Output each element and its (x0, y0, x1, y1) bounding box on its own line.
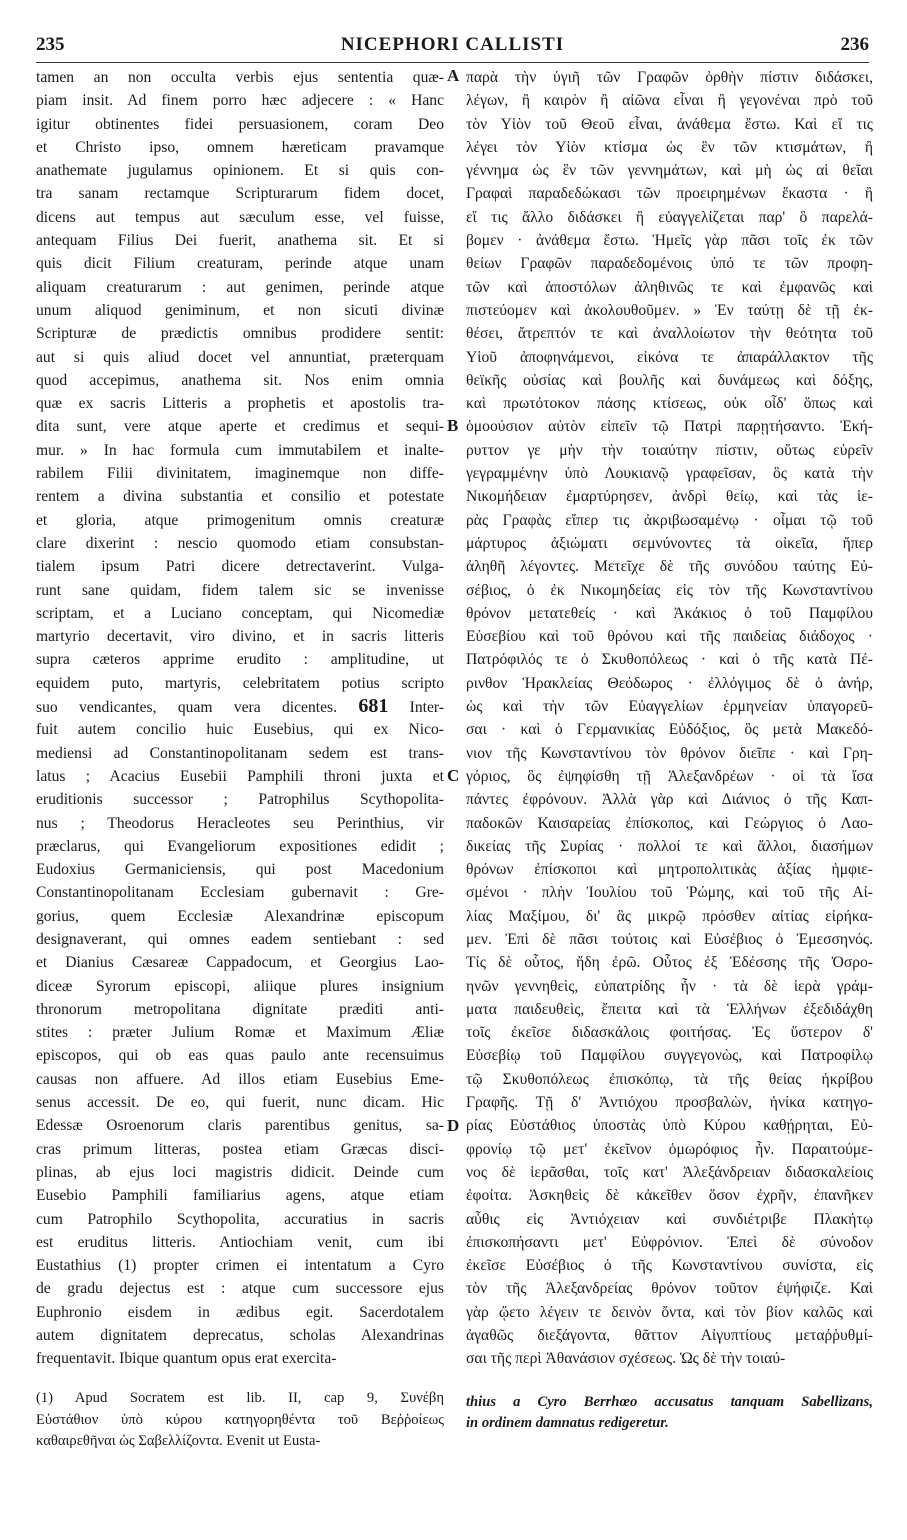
latin-text-line: Edessæ Osroenorum claris parentibus genitus, sa- (36, 1117, 444, 1135)
latin-text-line: gorius, quem Ecclesiæ Alexandrinæ episcopum (36, 907, 444, 925)
greek-text-line: Γραφῆς. Τῇ δ' Ἀντιόχου προσβαλὼν, ἡνίκα κατηγο- (466, 1094, 873, 1112)
greek-text-line: εἴ τις ἄλλο διδάσκει ἢ εὐαγγελίζεται παρ' ὃ παρελά- (466, 208, 873, 226)
greek-text-line: νιον τῆς Κωνσταντίνου τὸν θρόνον διεῖπε · καὶ Γρη- (466, 744, 873, 762)
greek-text-line: θρόνον μετατεθείς · καὶ Ἀκάκιος ὁ τοῦ Παμφίλου (466, 604, 873, 622)
greek-text-line: σαι · καὶ ὁ Γερμανικίας Εὐδόξιος, ὃς μετὰ Μακεδό- (466, 721, 873, 739)
footnote-line: (1) Apud Socratem est lib. II, cap 9, Συνέβη (36, 1390, 444, 1406)
footnote-line: Εὐστάθιον ὑπὸ κύρου κατηγορηθέντα τοῦ Βεῤῥοίεως (36, 1411, 444, 1428)
latin-text-line: Euphronio eisdem in ædibus egit. Sacerdotalem (36, 1303, 444, 1321)
latin-text-line: tialem ipsum Patri dicere detrectaverint. Vulga- (36, 558, 444, 576)
latin-text-line: causas non affuere. Ad illos etiam Eusebius Eme- (36, 1070, 444, 1088)
margin-marker-a: A (447, 66, 460, 85)
latin-text-line: piam insit. Ad finem porro hæc adjecere : « Hanc (36, 92, 444, 110)
greek-text-line: τὸν Υἱὸν τοῦ Θεοῦ εἶναι, ἀνάθεμα ἔστω. Καὶ εἴ τις (466, 115, 873, 133)
greek-text-line: ἐκεῖσε Εὐσέβιος ὁ τῆς Κωνσταντίνου συνίστα, εἰς (466, 1257, 873, 1275)
latin-text-line: igitur obtinentes fidei persuasionem, coram Deo (36, 115, 444, 133)
latin-text-line: quis dicit Filium creaturam, perinde atque unam (36, 255, 444, 273)
latin-text-line: nus ; Theodorus Heracleotes seu Perinthius, vir (36, 814, 444, 832)
greek-text-line: δικείας τῆς Συρίας · πολλοί τε καὶ ἄλλοι, διασήμων (466, 837, 873, 855)
greek-text-line: γέννημα ὡς ἓν τῶν γεννημάτων, καὶ μὴ ὡς αἱ θεῖαι (466, 162, 873, 180)
latin-text-line: cum Patrophilo Scythopolita, accuratius in sacris (36, 1210, 444, 1228)
latin-text-line: mur. » In hac formula cum immutabilem et inalte- (36, 441, 444, 459)
footnote-line: καθαιρεθῆναι ὡς Σαβελλίζοντα. Evenit ut Eusta- (36, 1433, 321, 1449)
greek-text-line: ρὰς Γραφὰς εἴπερ τις ἀκριβωσαμένῳ · οἶμαι τῷ τοῦ (466, 511, 873, 529)
greek-text-line: τῶν καὶ ἀποστόλων ἀληθινῶς τε καὶ ἐμφανῶς καὶ (466, 278, 873, 296)
greek-text-line: φρονίῳ τῷ μετ' ἐκεῖνον ὁμωρόφιος ἦν. Παραιτούμε- (466, 1140, 873, 1158)
greek-column (466, 66, 873, 1371)
latin-text-line: aliquam creaturarum : aut genimen, perinde atque (36, 278, 444, 296)
margin-marker-d: D (447, 1116, 460, 1135)
greek-text-line: παδοκῶν Καισαρείας ἐπίσκοπος, καὶ Γεώργιος ὁ Λαο- (466, 814, 873, 832)
latin-text-line: tra sanam rectamque Scripturarum fidem docet, (36, 185, 444, 203)
greek-text-line: θεϊκῆς οὐσίας καὶ βουλῆς καὶ δυνάμεως καὶ δόξης, (466, 371, 873, 389)
page-number-left: 235 (36, 34, 65, 55)
greek-text-line: ὡς καὶ τὴν τῶν Εὐαγγελίων ἑρμηνείαν ὑπαγορεῦ- (466, 698, 873, 716)
greek-text-line: θέσει, ἄτρεπτόν τε καὶ ἀναλλοίωτον τὴν θεότητα τοῦ (466, 325, 873, 343)
greek-text-line: ἐφοίτα. Ἀσκηθεὶς δὲ κἀκεῖθεν ὅσον ἐχρῆν, ἐπανῆκεν (466, 1187, 873, 1205)
greek-text-line: τῷ Σκυθοπόλεως ἐπισκόπῳ, τὰ τῆς θείας ἠκρίβου (466, 1070, 873, 1088)
latin-text-line: rabilem Filii divinitatem, imaginemque non diffe- (36, 465, 444, 483)
margin-marker-b: B (447, 416, 459, 435)
latin-text-line: Scripturæ de prædictis omnibus prodidere sentit: (36, 325, 444, 343)
greek-text-line: λίας Μαξίμου, δι' ἃς μικρῷ πρόσθεν αἰτίας εἰρήκα- (466, 907, 873, 925)
latin-text-line: stites : præter Julium Romæ et Maximum Æliæ (36, 1024, 444, 1042)
footnote-line: in ordinem damnatus redigeretur. (466, 1415, 669, 1431)
greek-text-line: πιστεύομεν καὶ ἀκολουθοῦμεν. » Ἐν ταύτῃ δὲ τῇ ἐκ- (466, 301, 873, 319)
greek-text-line: ρίας Εὐστάθιος ὑποστὰς ὑπὸ Κύρου καθῄρηται, Εὐ- (466, 1117, 873, 1135)
greek-text-line: γόριος, ὃς ἐψηφίσθη τῇ Ἀλεξανδρέων · οἱ τὰ ἴσα (466, 767, 873, 785)
greek-text-line: ἀγαθῶς διεξάγοντα, θᾶττον Αἰγυπτίους μεταῤῥυθμί- (466, 1327, 873, 1345)
latin-text-line: suo vendicantes, quam vera dicentes. 681 Inter- (36, 695, 444, 718)
latin-text-line: supra cæteros apprime erudito : amplitudine, ut (36, 651, 444, 669)
greek-text-line: ρινθον Ἡρακλείας Θεόδωρος · ἐλλόγιμος δὲ ὁ ἀνήρ, (466, 674, 873, 692)
greek-text-line: Νικομήδειαν ἐμαρτύρησεν, ἀνδρὶ θείῳ, καὶ τὰς ἱε- (466, 488, 873, 506)
greek-text-line: ἐπισκοπήσαντι μετ' Εὐφρόνιον. Ἐπεὶ δὲ σύνοδον (466, 1233, 873, 1251)
greek-text-line: Υἱοῦ ἀποφηνάμενοι, εἰκόνα τε ἀπαράλλακτον τῆς (466, 348, 873, 366)
latin-text-line: Eustathius (1) propter crimen ei intentatum a Cyro (36, 1257, 444, 1275)
latin-text-line: plinas, ab ejus loci magistris didicit. Deinde cum (36, 1163, 444, 1181)
greek-text-line: τὸν τῆς Ἀλεξανδρείας θρόνον τοῦτον ἐψήφιζε. Καὶ (466, 1280, 873, 1298)
greek-text-line: αὖθις εἰς Ἀντιόχειαν καὶ συνδιέτριβε Πλακήτῳ (466, 1210, 873, 1228)
running-header (36, 34, 869, 60)
latin-text-line: et gloria, atque primogenitum omnis creaturæ (36, 511, 444, 529)
latin-text-line: martyrio decertavit, viro divino, et in sacris litteris (36, 628, 444, 646)
greek-text-line: σμένοι · πλὴν Ἰουλίου τοῦ Ῥώμης, καὶ τοῦ τῆς Αἰ- (466, 884, 873, 902)
greek-text-line: λέγων, ἢ καιρὸν ἢ αἰῶνα εἶναι ἢ γεγονέναι πρὸ τοῦ (466, 92, 873, 110)
latin-text-line: thronorum metropolitana dignitate præditi anti- (36, 1000, 444, 1018)
greek-text-line: Γραφαὶ παραδεδώκασι τῶν προειρημένων ἕκαστα · ἢ (466, 185, 873, 203)
latin-text-line: et Christo ipso, omnem hæreticam pravamque (36, 138, 444, 156)
greek-text-line: πάντες ἐφρόνουν. Ἀλλὰ γὰρ καὶ Διάνιος ὁ τῆς Καπ- (466, 791, 873, 809)
latin-text-line: mediensi ad Constantinopolitanam sedem est trans- (36, 744, 444, 762)
latin-text-line: latus ; Acacius Eusebii Pamphili throni juxta et (36, 767, 444, 785)
latin-text-line: scriptam, et a Luciano conceptam, qui Nicomediæ (36, 604, 444, 622)
greek-text-line: γὰρ ᾤετο λέγειν τε δεινὸν ὄντα, καὶ τὸν βίον καλῶς καὶ (466, 1303, 873, 1321)
latin-text-line: dicens aut tempus aut sæculum esse, vel fuisse, (36, 208, 444, 226)
greek-text-line: ἀληθῆ λέγοντες. Μετεῖχε δὲ τῆς συνόδου ταύτης Εὐ- (466, 558, 873, 576)
latin-text-line: unum aliquod geniminum, et non sicuti divinæ (36, 301, 444, 319)
greek-text-line: Εὐσεβίου καὶ τοῦ θρόνου καὶ τῆς παιδείας διάδοχος · (466, 628, 873, 646)
greek-text-line: ηνῶν γεννηθεὶς, εὐπατρίδης ἦν · τὰ δὲ ἱερὰ γράμ- (466, 977, 873, 995)
latin-text-line: et Dianius Cæsareæ Cappadocum, et Georgius Lao- (36, 954, 444, 972)
greek-text-line: μάρτυρος ἀξιώματι σεμνύνοντες τὰ οἰκεῖα, ἤπερ (466, 534, 873, 552)
greek-text-line: ματα παιδευθεὶς, ἔπειτα καὶ τὰ Ἑλλήνων ἐξεδιδάχθη (466, 1000, 873, 1018)
margin-marker-c: C (447, 766, 460, 785)
latin-text-line: fuit autem concilio huic Eusebius, qui ex Nico- (36, 721, 444, 739)
greek-text-line: καὶ πρωτότοκον πάσης κτίσεως, οὐκ οἶδ' ὅπως καὶ (466, 395, 873, 413)
greek-text-line: ὁμοούσιον αὐτὸν εἰπεῖν τῷ Πατρὶ παρῃτήσαντο. Ἐκή- (466, 418, 873, 436)
latin-text-line: Constantinopolitanam Ecclesiam gubernavit : Gre- (36, 884, 444, 902)
greek-text-line: Εὐσεβίῳ τοῦ Παμφίλου συγγεγονὼς, καὶ Πατροφίλῳ (466, 1047, 873, 1065)
running-title: NICEPHORI CALLISTI (340, 34, 565, 55)
greek-text-line: Πατρόφιλός τε ὁ Σκυθοπόλεως · καὶ ὁ τῆς κατὰ Πέ- (466, 651, 873, 669)
latin-text-line: præclarus, qui Evangeliorum expositiones edidit ; (36, 837, 444, 855)
latin-text-line: tamen an non occulta verbis ejus sententia quæ- (36, 69, 444, 86)
footnote-line: thius a Cyro Berrhœo accusatus tanquam Sabellizans, (466, 1394, 873, 1410)
column-number-marker: 681 (358, 695, 389, 718)
greek-text-line: Τίς δὲ οὗτος, ἤδη ἐρῶ. Οὗτος ἐξ Ἐδέσσης τῆς Ὀσρο- (466, 954, 873, 972)
latin-text-line: Eusebio Pamphili familiarius agens, atque etiam (36, 1187, 444, 1205)
latin-text-line: runt sane quidam, fidem talem sic se invenisse (36, 581, 444, 599)
header-rule (36, 62, 869, 63)
footnote-right (466, 1392, 873, 1434)
greek-text-line: γεγραμμένην ὑπὸ Λουκιανῷ γραφεῖσαν, ὃς κατὰ τὴν (466, 465, 873, 483)
latin-text-line: quod accepimus, anathema sit. Nos enim omnia (36, 371, 444, 389)
latin-text-line: autem dignitatem deprecatus, scholas Alexandrinas (36, 1327, 444, 1345)
greek-text-line: θείων Γραφῶν παραδεδομένοις ὑπό τε τῶν προφη- (466, 255, 873, 273)
latin-text-line: rentem a divina substantia et consilio et potestate (36, 488, 444, 506)
latin-text-line: antequam Filius Dei fuerit, anathema sit. Et si (36, 232, 444, 250)
latin-text-line: diceæ Syrorum episcopi, aliique plures insignium (36, 977, 444, 995)
latin-text-line: de gradu dejectus est : atque cum successore ejus (36, 1280, 444, 1298)
greek-text-line: ρυττον γε μὴν τὴν τοιαύτην πίστιν, οὕτως εὑρεῖν (466, 441, 873, 459)
greek-text-line: βομεν · ἀνάθεμα ἔστω. Ἡμεῖς γὰρ πᾶσι τοῖς ἐκ τῶν (466, 232, 873, 250)
footnote-left (36, 1388, 444, 1453)
latin-text-line: quæ ex sacris Litteris a prophetis et apostolis tra- (36, 395, 444, 413)
greek-text-line: νος δὲ ἱερᾶσθαι, τοῖς κατ' Ἀλεξάνδρειαν διδασκαλείοις (466, 1163, 873, 1181)
latin-text-line: frequentavit. Ibique quantum opus erat exercita- (36, 1350, 337, 1368)
greek-text-line: μεν. Ἐπὶ δὲ πᾶσι τούτοις καὶ Εὐσέβιος ὁ Ἐμεσσηνός. (466, 930, 873, 948)
greek-text-line: παρὰ τὴν ὑγιῆ τῶν Γραφῶν ὀρθὴν πίστιν διδάσκει, (466, 69, 873, 86)
latin-text-line: senus accessit. De eo, qui fuerit, nunc dicam. Hic (36, 1094, 444, 1112)
greek-text-line: σαι τῆς περὶ Ἀθανάσιον σχέσεως. Ὡς δὲ τὴν τοιαύ- (466, 1350, 786, 1368)
greek-text-line: λέγει τὸν Υἱὸν κτίσμα ὡς ἓν τῶν κτισμάτων, ἢ (466, 138, 873, 156)
page-number-right: 236 (840, 34, 869, 55)
latin-text-line: clare dixerint : nescio quomodo etiam consubstan- (36, 534, 444, 552)
latin-text-line: equidem puto, martyris, celebritatem potius scripto (36, 674, 444, 692)
greek-text-line: θρόνων ἐπίσκοποι καὶ μητροπολιτικὰς ἀξίας ἠμφιε- (466, 861, 873, 879)
latin-text-line: est eruditus litteris. Antiochiam venit, cum ibi (36, 1233, 444, 1251)
greek-text-line: σέβιος, ὁ ἐκ Νικομηδείας εἰς τὸν τῆς Κωνσταντίνου (466, 581, 873, 599)
latin-text-line: anathemate jugulamus opinionem. Et si quis con- (36, 162, 444, 180)
latin-text-line: dita sunt, vere atque aperte et credimus et sequi- (36, 418, 444, 436)
latin-text-line: Eudoxius Germaniciensis, qui post Macedonium (36, 861, 444, 879)
latin-text-line: eruditionis successor ; Patrophilus Scythopolita- (36, 791, 444, 809)
latin-column (36, 66, 444, 1371)
latin-text-line: cras primum litteras, postea etiam Græcas disci- (36, 1140, 444, 1158)
greek-text-line: τοῖς ἐκεῖσε διδασκάλοις φοιτήσας. Ἐς ὕστερον δ' (466, 1024, 873, 1042)
latin-text-line: episcopos, qui ob eas quas paulo ante recensuimus (36, 1047, 444, 1065)
latin-text-line: designaverant, qui omnes eadem sentiebant : sed (36, 930, 444, 948)
latin-text-line: aut si quis aliud docet vel annuntiat, præterquam (36, 348, 444, 366)
